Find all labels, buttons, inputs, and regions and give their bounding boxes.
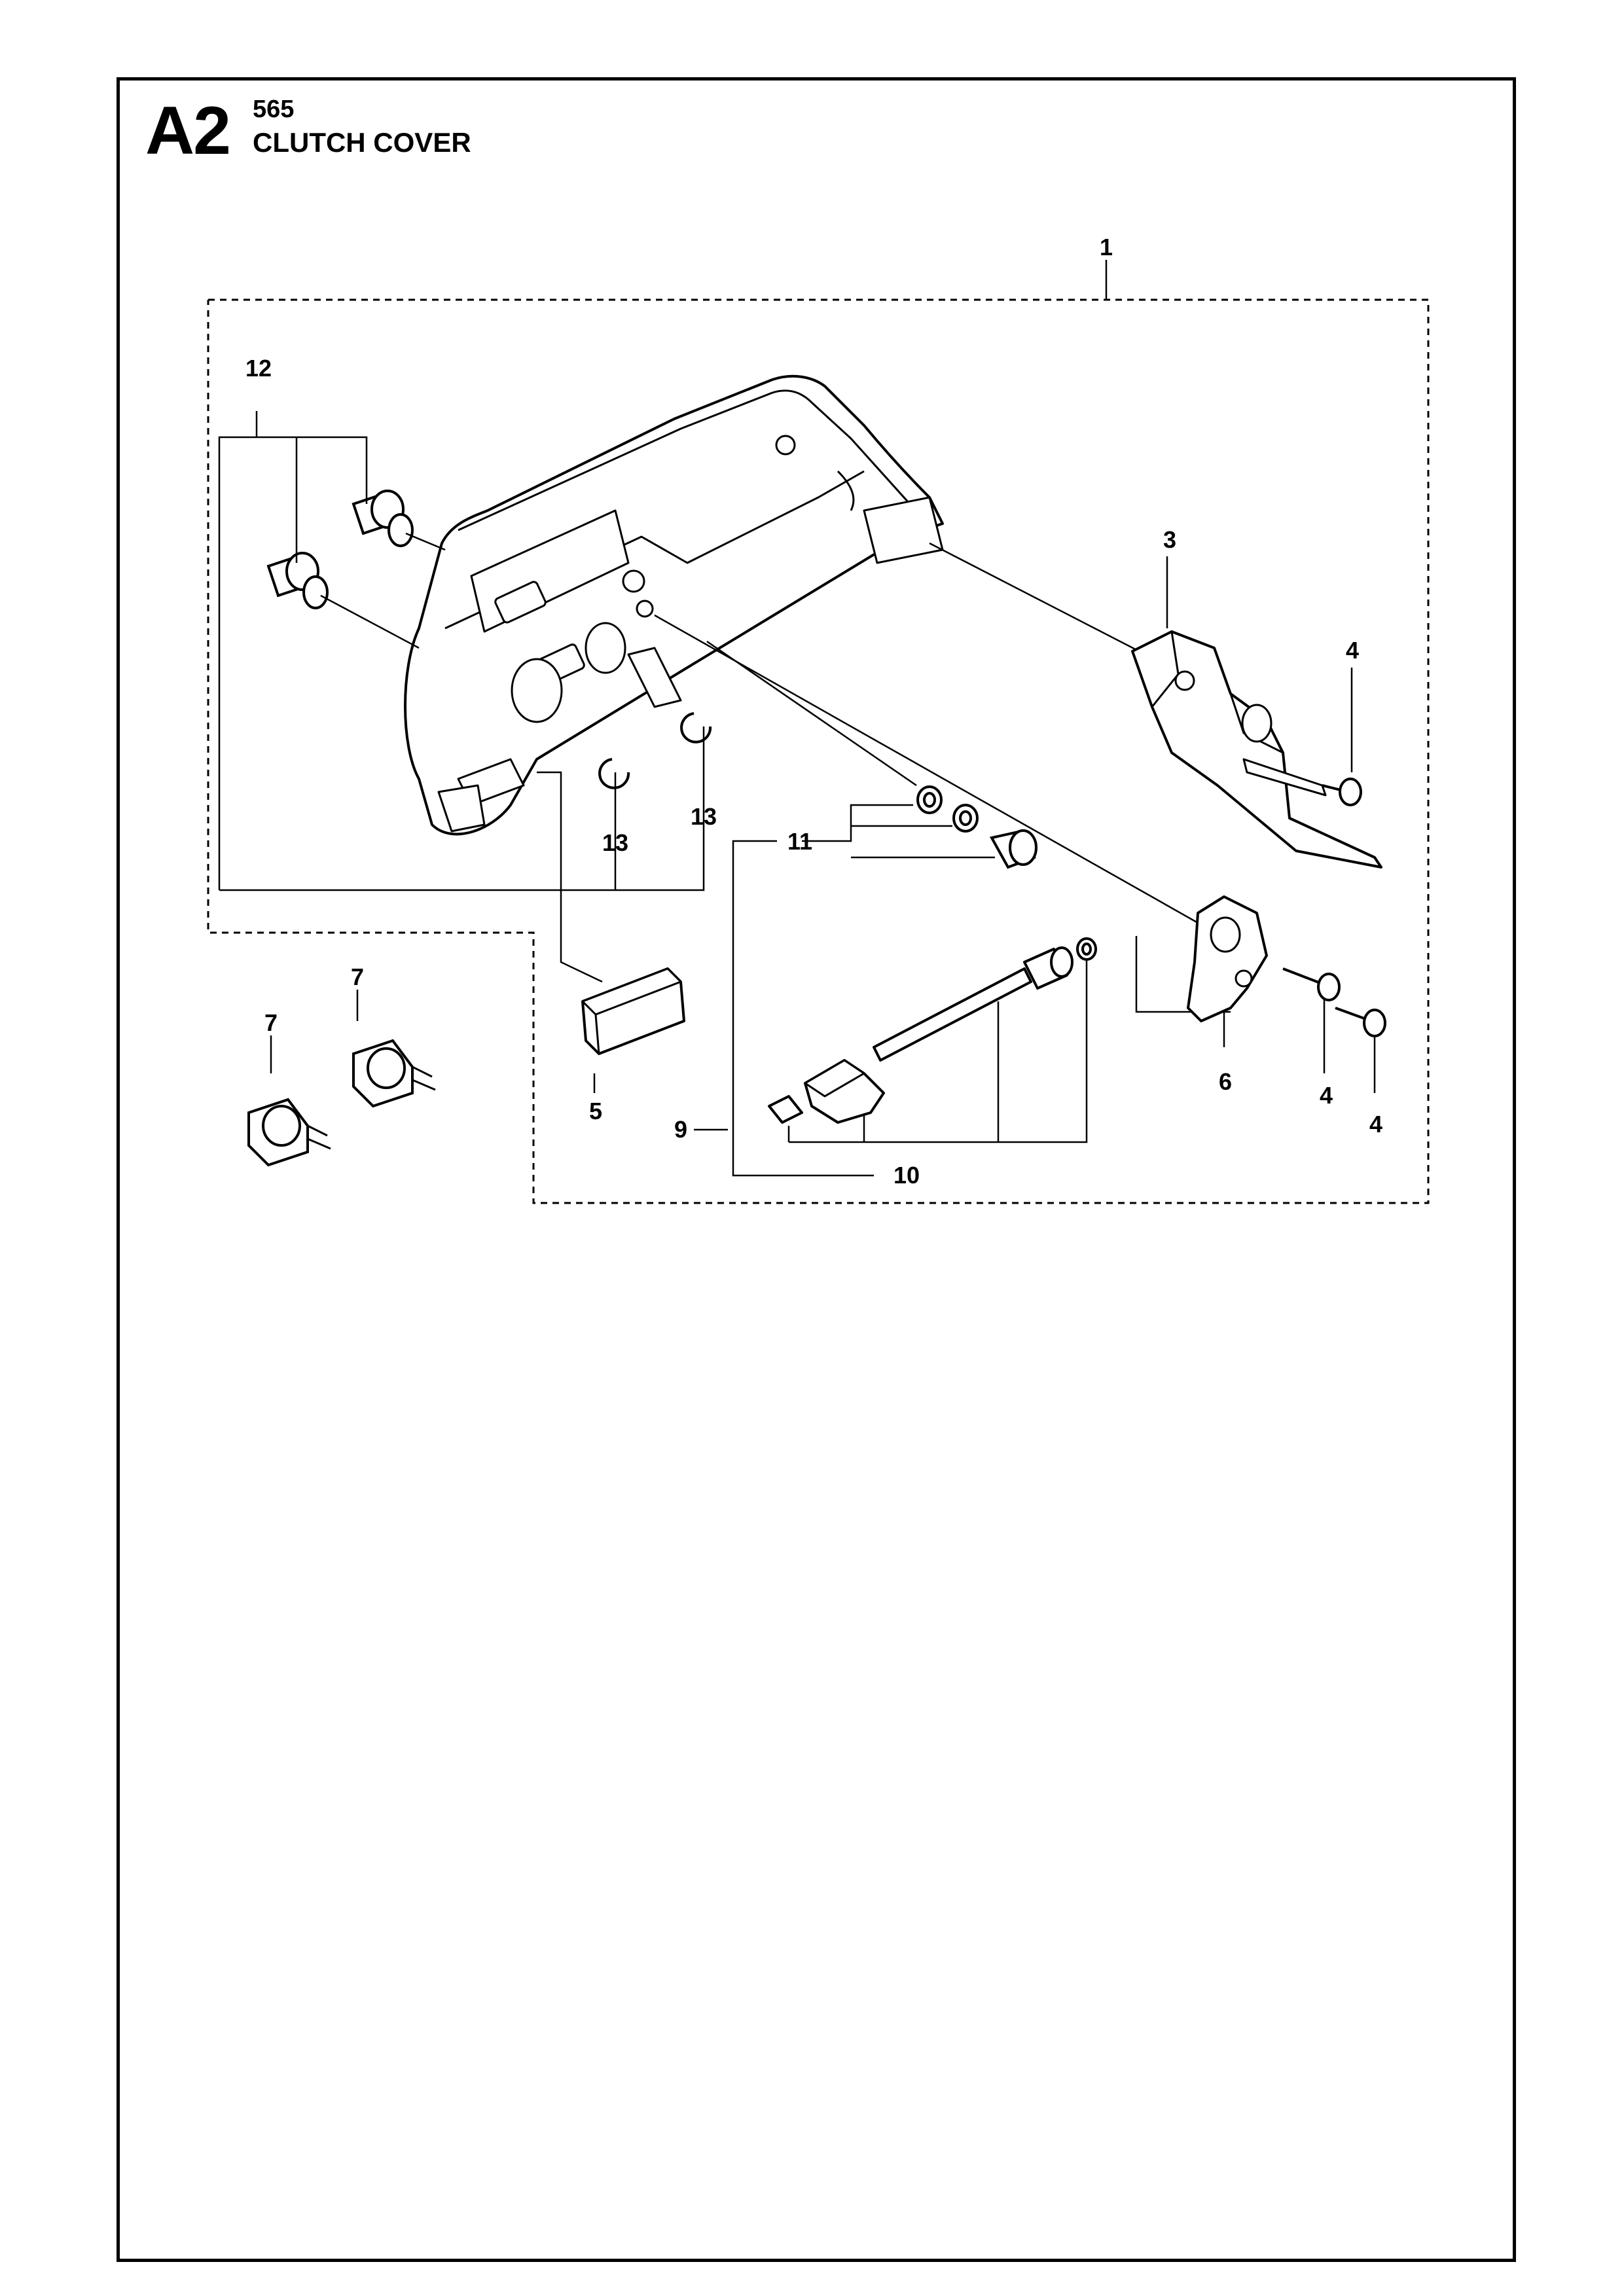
callout-4-lower: 4 [1369, 1111, 1383, 1138]
tensioner-screw-part [769, 939, 1096, 1122]
callout-6: 6 [1218, 1068, 1233, 1095]
callout-4-middle: 4 [1319, 1082, 1333, 1109]
sheet-code: A2 [145, 93, 230, 169]
callout-12: 12 [245, 355, 272, 382]
callout-5: 5 [588, 1098, 603, 1124]
page-title: CLUTCH COVER [253, 127, 471, 158]
callout-10: 10 [893, 1162, 920, 1189]
circlip-part [600, 713, 710, 788]
callout-9: 9 [674, 1116, 688, 1143]
tensioner-block-part [1188, 897, 1267, 1021]
retainer-part [249, 1041, 435, 1165]
callout-1: 1 [1099, 234, 1113, 260]
model-number: 565 [253, 96, 295, 123]
screw-part [1283, 779, 1385, 1036]
clutch-cover-body [405, 376, 943, 834]
callout-7-upper: 7 [350, 963, 365, 990]
chain-catcher-part [1132, 632, 1381, 867]
washer-part [918, 787, 1036, 867]
callout-13-left: 13 [602, 829, 629, 856]
callout-3: 3 [1163, 526, 1177, 553]
buffer-part [583, 969, 684, 1054]
callout-4-upper: 4 [1345, 637, 1360, 664]
callout-11: 11 [787, 828, 813, 855]
callout-13-right: 13 [690, 803, 717, 830]
sleeve-part [268, 491, 412, 608]
callout-7-lower: 7 [264, 1009, 278, 1036]
